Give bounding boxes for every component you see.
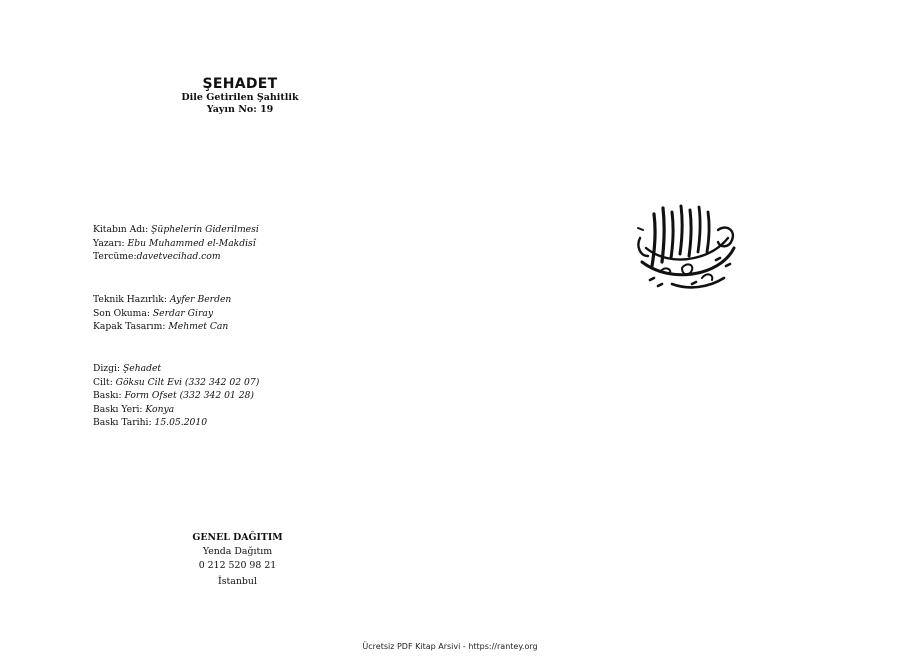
publisher-header — [150, 76, 330, 116]
technical-prep-row: Teknik Hazırlık: Ayfer Berden — [93, 294, 232, 305]
proofreading-row: Son Okuma: Serdar Giray — [93, 307, 214, 319]
print-place-row: Baskı Yeri: Konya — [93, 403, 175, 415]
typesetting-row: Dizgi: Şehadet — [93, 363, 162, 374]
series-number: Yayın No: 19 — [206, 104, 274, 115]
distribution-title: GENEL DAĞITIM — [192, 532, 283, 543]
cover-design-row: Kapak Tasarım: Mehmet Can — [93, 321, 229, 332]
footer-watermark: Ücretsiz PDF Kitap Arsivi - https://rantey.org — [362, 642, 538, 651]
binding-row: Cilt: Göksu Cilt Evi (332 342 02 07) — [93, 376, 260, 388]
distribution-company: Yenda Dağıtım — [202, 546, 273, 557]
production-block — [93, 293, 231, 334]
distribution-phone: 0 212 520 98 21 — [198, 560, 277, 571]
author-row: Yazarı: Ebu Muhammed el-Makdisî — [93, 237, 256, 249]
basmala-calligraphy-icon — [632, 200, 742, 295]
distribution-block — [170, 531, 305, 589]
print-row: Baskı: Form Ofset (332 342 01 28) — [93, 390, 254, 401]
book-title-row: Kitabın Adı: Şüphelerin Giderilmesi — [93, 224, 259, 235]
printing-block — [93, 362, 259, 430]
publisher-subtitle: Dile Getirilen Şahitlik — [181, 92, 299, 103]
publisher-brand: ŞEHADET — [202, 76, 278, 92]
book-info-block — [93, 223, 259, 264]
print-date-row: Baskı Tarihi: 15.05.2010 — [93, 417, 208, 428]
distribution-city: İstanbul — [218, 576, 257, 587]
translation-row: Tercüme:davetvecihad.com — [93, 251, 221, 262]
